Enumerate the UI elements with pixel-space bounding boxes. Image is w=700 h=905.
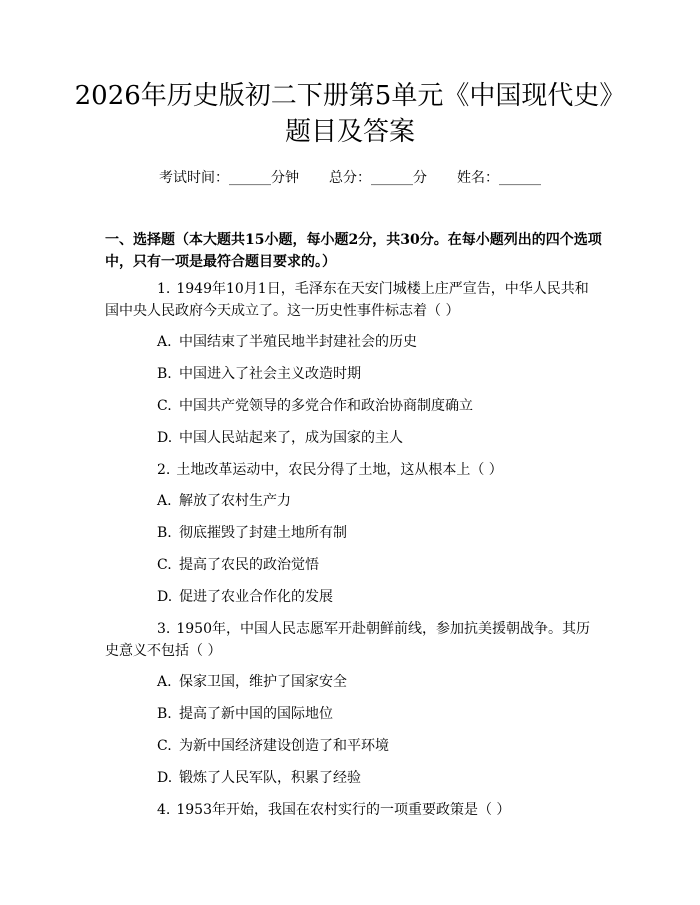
- option-text: 中国结束了半殖民地半封建社会的历史: [179, 334, 417, 350]
- total-score-label: 总分：______分: [329, 170, 427, 186]
- option-text: 提高了农民的政治觉悟: [179, 557, 319, 573]
- option-letter: D.: [157, 770, 173, 786]
- option-letter: A.: [157, 674, 172, 690]
- option-letter: A.: [157, 334, 172, 350]
- option-letter: C.: [157, 557, 172, 573]
- option-text: 彻底摧毁了封建土地所有制: [179, 525, 347, 541]
- option-letter: D.: [157, 589, 173, 605]
- option-text: 促进了农业合作化的发展: [179, 589, 333, 605]
- question-number: 4.: [157, 802, 171, 818]
- option-letter: B.: [157, 525, 172, 541]
- question-1-option-c: [157, 396, 597, 416]
- question-text: 1950年，中国人民志愿军开赴朝鲜前线，参加抗美援朝战争。其历史意义不包括（ ）: [105, 621, 590, 659]
- question-1-option-d: [157, 428, 597, 448]
- option-text: 锻炼了人民军队，积累了经验: [179, 770, 361, 786]
- question-text: 1949年10月1日，毛泽东在天安门城楼上庄严宣告，中华人民共和国中央人民政府今天成立了。这一历史性事件标志着（ ）: [105, 281, 589, 319]
- option-letter: C.: [157, 738, 172, 754]
- option-text: 提高了新中国的国际地位: [179, 706, 333, 722]
- option-text: 为新中国经济建设创造了和平环境: [179, 738, 389, 754]
- option-letter: D.: [157, 430, 173, 446]
- option-text: 中国共产党领导的多党合作和政治协商制度确立: [179, 398, 473, 414]
- question-number: 1.: [157, 281, 171, 297]
- question-3-option-b: [157, 704, 597, 724]
- option-text: 保家卫国，维护了国家安全: [179, 674, 347, 690]
- question-text: 1953年开始，我国在农村实行的一项重要政策是（ ）: [176, 802, 511, 818]
- question-3-option-c: [157, 736, 597, 756]
- option-letter: C.: [157, 398, 172, 414]
- exam-time-label: 考试时间：______分钟: [159, 170, 299, 186]
- question-number: 3.: [157, 621, 171, 637]
- question-3: [105, 618, 601, 662]
- question-1-option-a: [157, 332, 597, 352]
- question-2-option-d: [157, 587, 597, 607]
- section-heading: 一、选择题（本大题共15小题，每小题2分，共30分。在每小题列出的四个选项中，只有一项是最符合题目要求的。）: [105, 232, 602, 270]
- option-text: 解放了农村生产力: [179, 493, 291, 509]
- question-3-option-a: [157, 672, 597, 692]
- option-text: 中国人民站起来了，成为国家的主人: [179, 430, 403, 446]
- option-letter: B.: [157, 706, 172, 722]
- question-2-option-b: [157, 523, 597, 543]
- option-text: 中国进入了社会主义改造时期: [179, 366, 361, 382]
- question-1: [105, 278, 601, 322]
- question-1-option-b: [157, 364, 597, 384]
- option-letter: B.: [157, 366, 172, 382]
- question-2: [105, 459, 601, 481]
- question-2-option-c: [157, 555, 597, 575]
- student-name-label: 姓名：______: [457, 170, 541, 186]
- question-3-option-d: [157, 768, 597, 788]
- question-2-option-a: [157, 491, 597, 511]
- exam-info-line: [0, 168, 700, 188]
- question-number: 2.: [157, 462, 171, 478]
- question-4: [105, 799, 601, 821]
- option-letter: A.: [157, 493, 172, 509]
- question-text: 土地改革运动中，农民分得了土地，这从根本上（ ）: [176, 462, 503, 478]
- document-title: 2026年历史版初二下册第5单元《中国现代史》题目及答案: [74, 81, 626, 147]
